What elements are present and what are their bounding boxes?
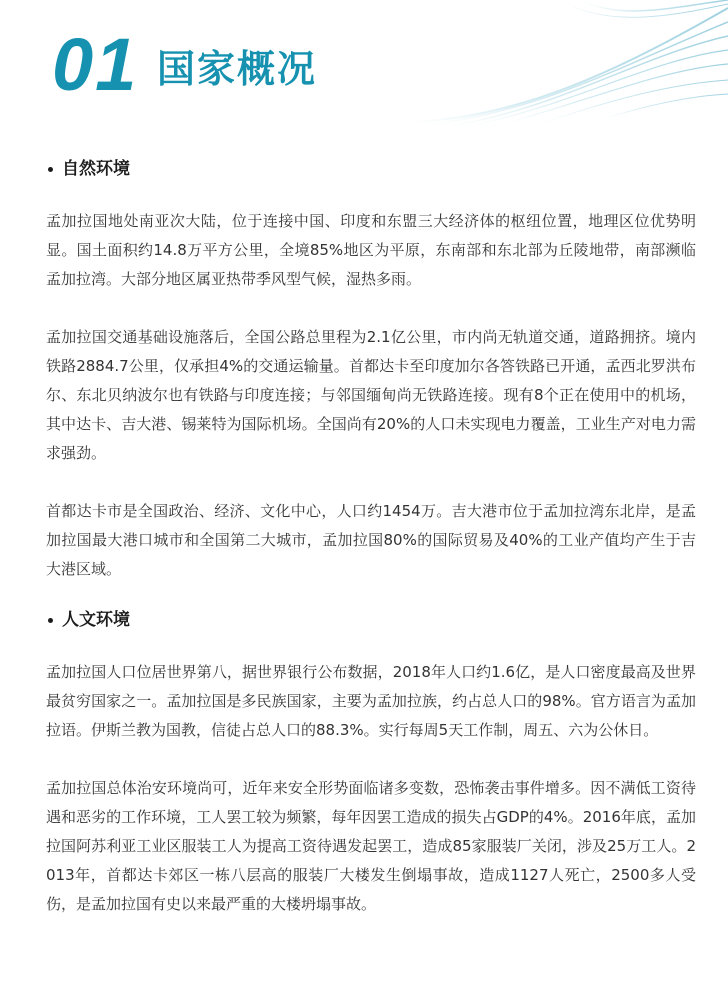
paragraph: 孟加拉国人口位居世界第八，据世界银行公布数据，2018年人口约1.6亿，是人口密度最高及世界最贫穷国家之一。孟加拉国是多民族国家，主要为孟加拉族，约占总人口的98%。官方语言为孟加拉语。伊斯兰教为国教，信徒占总人口的88.3%。实行每周5天工作制，周五、六为公休日。: [46, 663, 696, 739]
paragraph: 孟加拉国交通基础设施落后，全国公路总里程为2.1亿公里，市内尚无轨道交通，道路拥挤。境内铁路2884.7公里，仅承担4%的交通运输量。首都达卡至印度加尔各答铁路已开通，孟西北罗洪布尔、东北贝纳波尔也有铁路与印度连接；与邻国缅甸尚无铁路连接。现有8个正在使用中的机场，其中达卡、吉大港、锡莱特为国际机场。全国尚有20%的人口未实现电力覆盖，工业生产对电力需求强劲。: [46, 328, 696, 462]
article-body: [46, 155, 696, 919]
section-heading-text: 自然环境: [62, 159, 130, 179]
bullet-icon: [48, 167, 53, 172]
section-heading-cultural: [46, 606, 696, 634]
section-heading-natural: [46, 155, 696, 183]
chapter-title: 国家概况: [157, 47, 318, 91]
paragraph: 孟加拉国地处南亚次大陆，位于连接中国、印度和东盟三大经济体的枢纽位置，地理区位优势明显。国土面积约14.8万平方公里，全境85%地区为平原，东南部和东北部为丘陵地带，南部濒临孟加拉湾。大部分地区属亚热带季风型气候，湿热多雨。: [46, 212, 696, 288]
section-heading-text: 人文环境: [62, 610, 130, 630]
paragraph: 首都达卡市是全国政治、经济、文化中心，人口约1454万。吉大港市位于孟加拉湾东北岸，是孟加拉国最大港口城市和全国第二大城市，孟加拉国80%的国际贸易及40%的工业产值均产生于吉大港区域。: [46, 502, 696, 578]
chapter-header: [0, 0, 728, 130]
paragraph: 孟加拉国总体治安环境尚可，近年来安全形势面临诸多变数，恐怖袭击事件增多。因不满低工资待遇和恶劣的工作环境，工人罢工较为频繁，每年因罢工造成的损失占GDP的4%。2016年底，孟加拉国阿苏利亚工业区服装工人为提高工资待遇发起罢工，造成85家服装厂关闭，涉及25万工人。2013年，首都达卡郊区一栋八层高的服装厂大楼发生倒塌事故，造成1127人死亡，2500多人受伤，是孟加拉国有史以来最严重的大楼坍塌事故。: [46, 779, 696, 913]
chapter-number: 01: [52, 23, 139, 106]
bullet-icon: [48, 618, 53, 623]
